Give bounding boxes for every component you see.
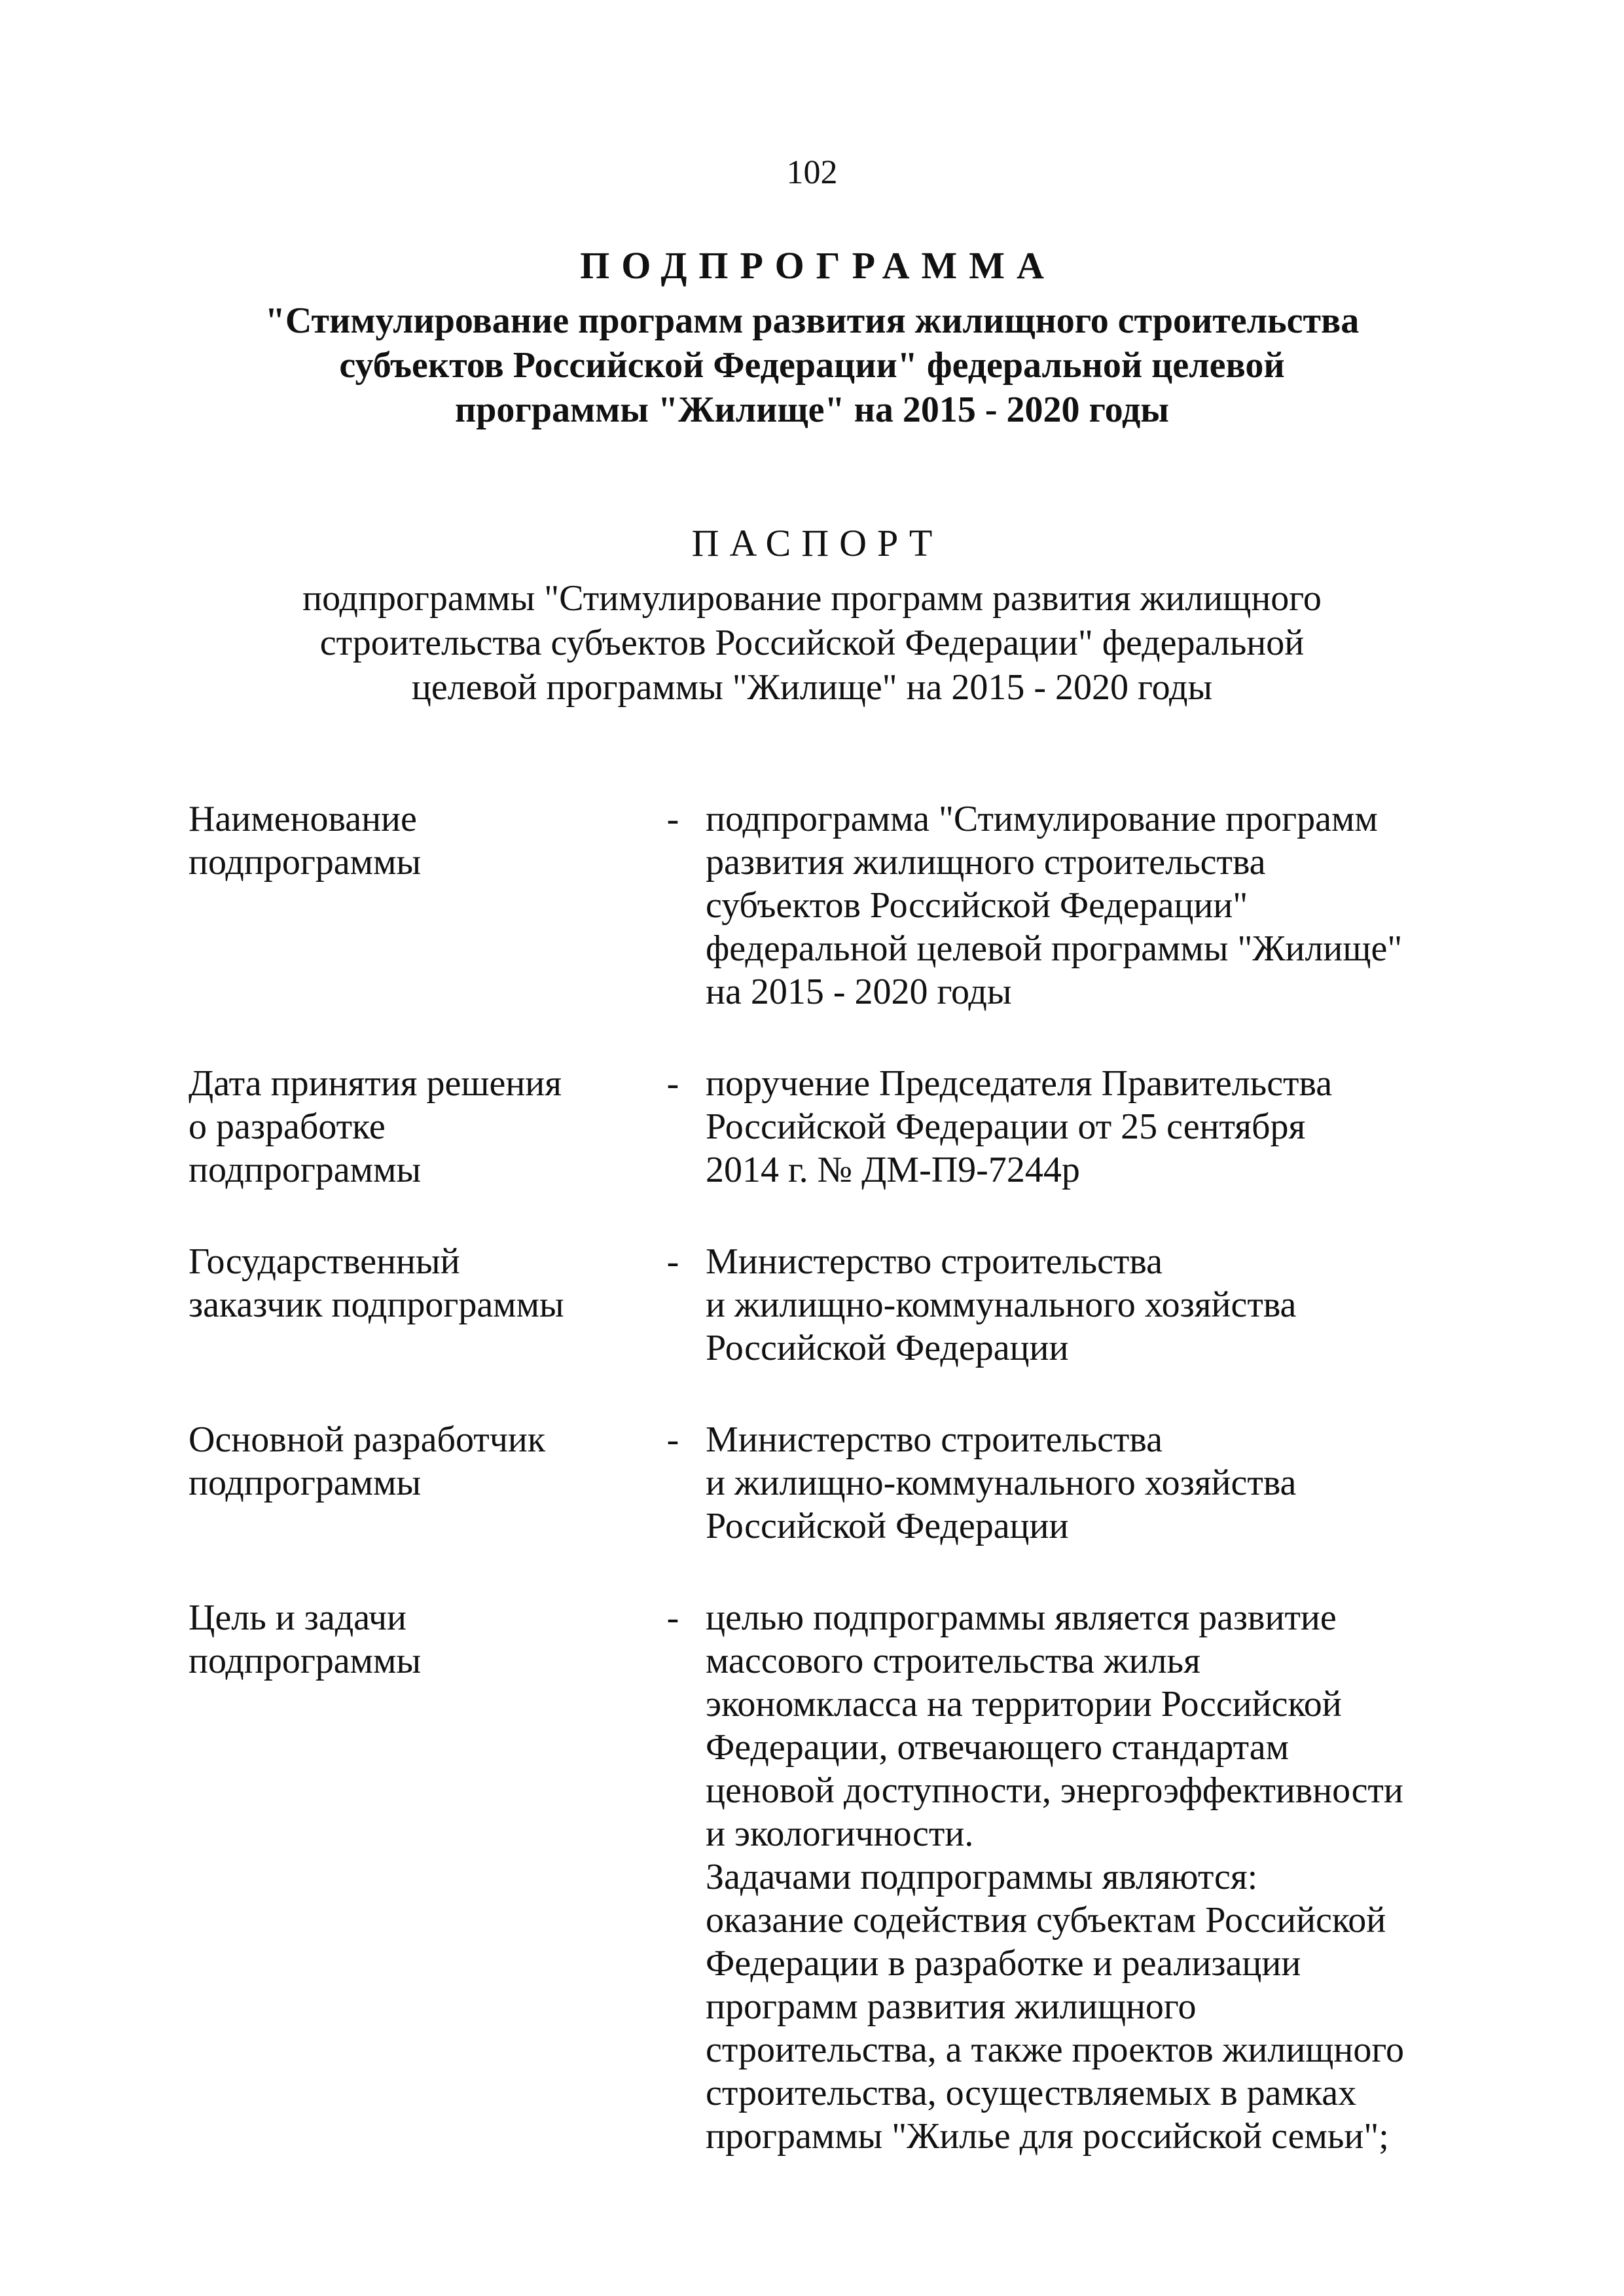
row-value-line: Российской Федерации	[706, 1328, 1069, 1368]
row-dash: -	[666, 1241, 679, 1282]
passport-row-goals-tasks	[189, 1596, 1471, 2158]
row-label	[189, 1418, 640, 1548]
row-value-line: федеральной целевой программы "Жилище"	[706, 928, 1403, 969]
row-value	[706, 1596, 1471, 2158]
row-value-line: строительства, а также проектов жилищного	[706, 2030, 1404, 2070]
subprogram-heading: ПОДПРОГРАММА	[580, 244, 1056, 287]
passport-line: подпрограммы "Стимулирование программ развития жилищного	[302, 578, 1322, 619]
row-value-line: и жилищно-коммунального хозяйства	[706, 1463, 1297, 1503]
row-value-line: оказание содействия субъектам Российской	[706, 1900, 1386, 1941]
row-dash: -	[666, 1419, 679, 1460]
passport-line: целевой программы "Жилище" на 2015 - 2020 годы	[411, 667, 1213, 708]
row-dash: -	[666, 1063, 679, 1104]
row-label-line: подпрограммы	[189, 1641, 422, 1681]
row-value-line: Российской Федерации	[706, 1506, 1069, 1546]
title-line: "Стимулирование программ развития жилищного строительства	[264, 301, 1360, 341]
row-label-line: подпрограммы	[189, 842, 422, 883]
row-dash: -	[666, 799, 679, 839]
row-value-line: программы "Жилье для российской семьи";	[706, 2116, 1389, 2157]
row-value-line: массового строительства жилья	[706, 1641, 1200, 1681]
row-label-line: Наименование	[189, 799, 417, 839]
passport-row-name	[189, 797, 1471, 1013]
row-value-line: на 2015 - 2020 годы	[706, 972, 1012, 1012]
row-value-line: Федерации в разработке и реализации	[706, 1943, 1301, 1984]
row-label-line: о разработке	[189, 1106, 386, 1147]
row-label	[189, 797, 640, 1013]
title-line: программы "Жилище" на 2015 - 2020 годы	[454, 390, 1169, 430]
row-label-line: подпрограммы	[189, 1463, 422, 1503]
subprogram-title	[0, 299, 1624, 432]
passport-subtitle	[0, 576, 1624, 710]
row-value	[706, 1240, 1471, 1370]
row-label-line: Основной разработчик	[189, 1419, 546, 1460]
row-value	[706, 1062, 1471, 1192]
passport-row-state-customer	[189, 1240, 1471, 1370]
row-value-line: и жилищно-коммунального хозяйства	[706, 1285, 1297, 1325]
passport-table	[189, 797, 1471, 2206]
title-line: субъектов Российской Федерации" федеральной целевой	[339, 345, 1285, 386]
row-value-line: Федерации, отвечающего стандартам	[706, 1727, 1290, 1768]
row-label-line: Государственный	[189, 1241, 460, 1282]
row-label-line: Цель и задачи	[189, 1597, 406, 1638]
row-value-line: и экологичности.	[706, 1813, 974, 1854]
passport-row-main-developer	[189, 1418, 1471, 1548]
row-value-line: программ развития жилищного	[706, 1986, 1197, 2027]
row-label-line: заказчик подпрограммы	[189, 1285, 564, 1325]
passport-line: строительства субъектов Российской Федерации" федеральной	[319, 623, 1305, 663]
row-value-line: развития жилищного строительства	[706, 842, 1266, 883]
row-value	[706, 1418, 1471, 1548]
row-value-line: целью подпрограммы является развитие	[706, 1597, 1337, 1638]
row-dash: -	[666, 1597, 679, 1638]
row-value-line: Российской Федерации от 25 сентября	[706, 1106, 1306, 1147]
row-label	[189, 1596, 640, 2158]
row-value-line: строительства, осуществляемых в рамках	[706, 2073, 1357, 2113]
row-value-line: подпрограмма "Стимулирование программ	[706, 799, 1378, 839]
passport-heading: ПАСПОРТ	[691, 522, 943, 564]
row-label	[189, 1062, 640, 1192]
row-value-line: Министерство строительства	[706, 1419, 1163, 1460]
row-value-line: поручение Председателя Правительства	[706, 1063, 1333, 1104]
row-label	[189, 1240, 640, 1370]
row-value-line: Министерство строительства	[706, 1241, 1163, 1282]
row-value-line: 2014 г. № ДМ-П9-7244р	[706, 1150, 1080, 1190]
row-label-line: Дата принятия решения	[189, 1063, 562, 1104]
row-value-line: экономкласса на территории Российской	[706, 1684, 1342, 1724]
row-value-line: Задачами подпрограммы являются:	[706, 1857, 1258, 1897]
row-value	[706, 797, 1471, 1013]
row-value-line: субъектов Российской Федерации"	[706, 885, 1248, 926]
row-value-line: ценовой доступности, энергоэффективности	[706, 1770, 1403, 1811]
row-label-line: подпрограммы	[189, 1150, 422, 1190]
page-number: 102	[786, 154, 838, 191]
passport-row-decision-date	[189, 1062, 1471, 1192]
